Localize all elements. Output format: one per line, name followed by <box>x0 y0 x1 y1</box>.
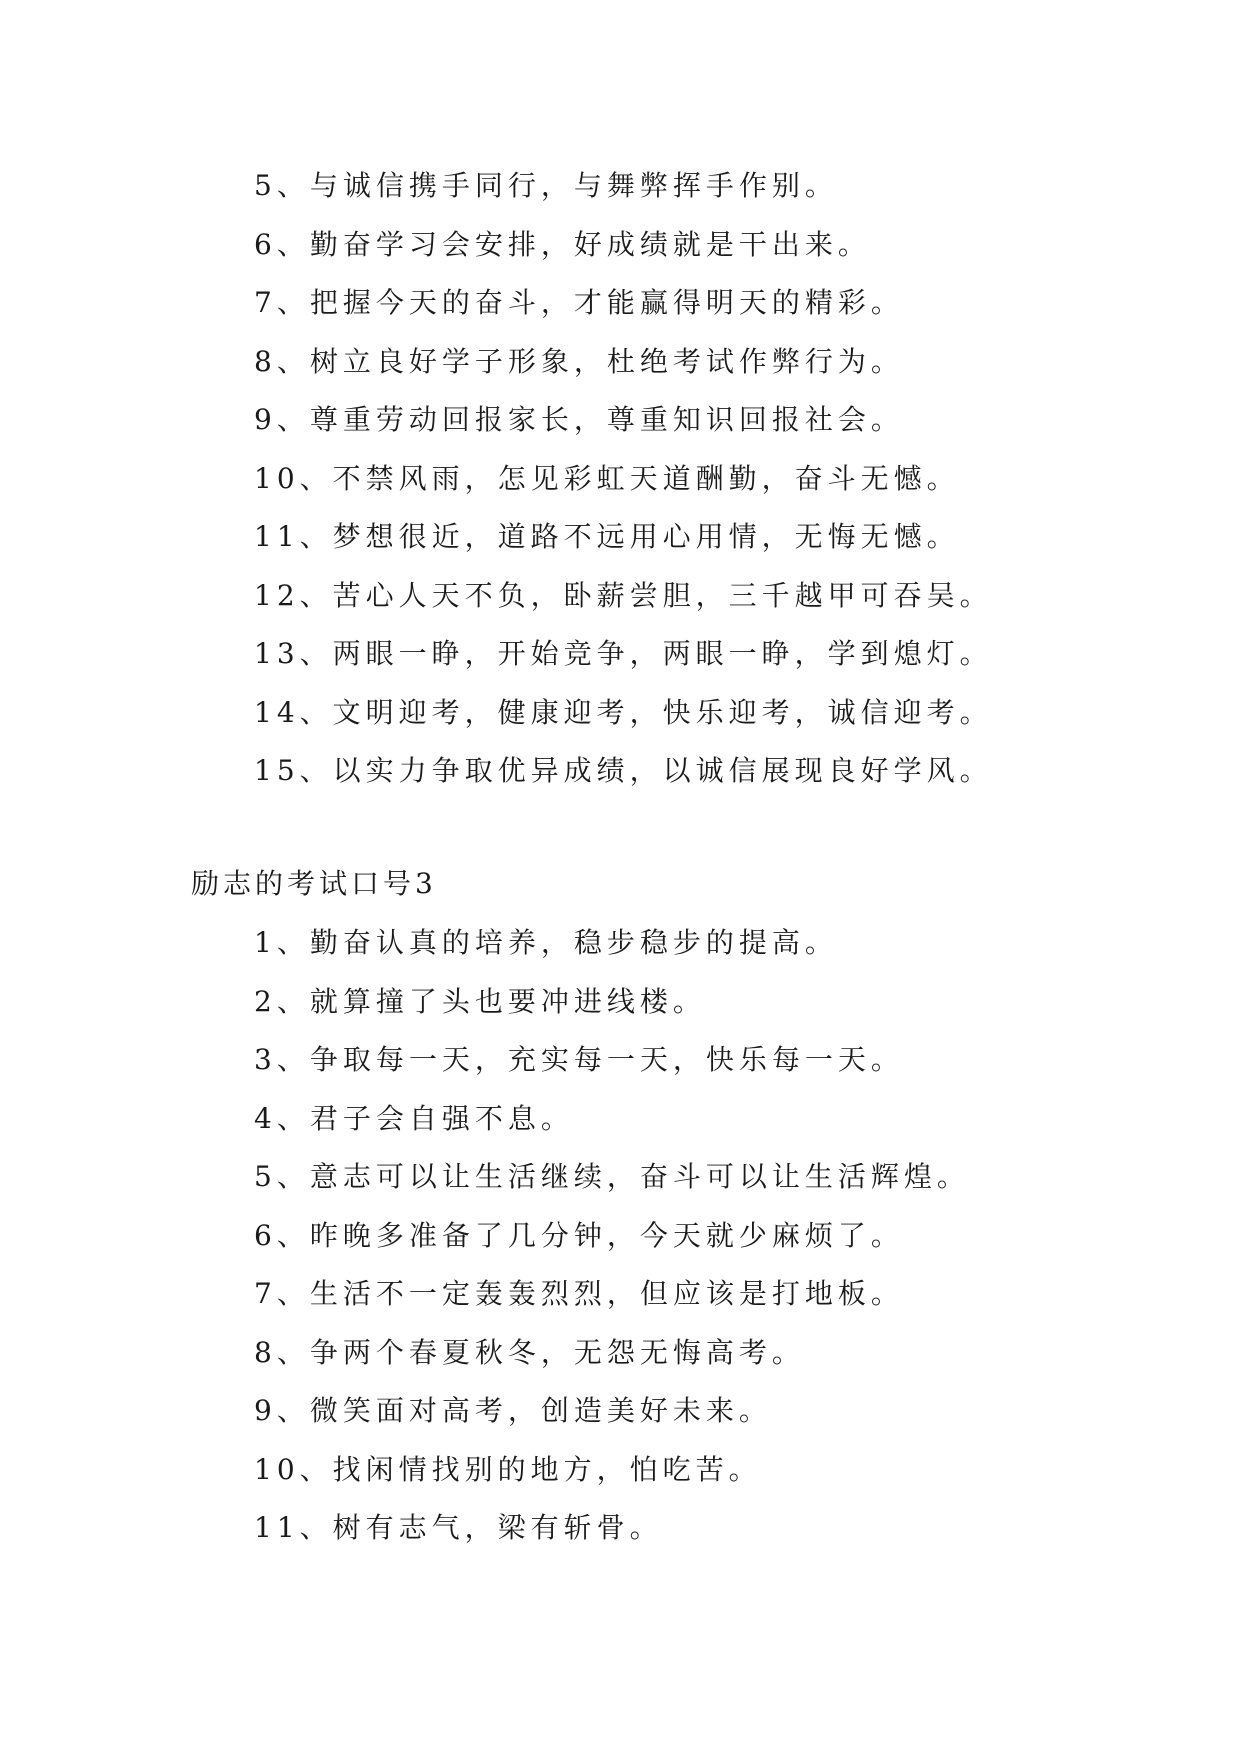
list-item: 10、找闲情找别的地方，怕吃苦。 <box>254 1452 762 1486</box>
list-item: 4、君子会自强不息。 <box>254 1101 574 1135</box>
list-item: 5、意志可以让生活继续，奋斗可以让生活辉煌。 <box>254 1160 970 1193</box>
list-item: 6、昨晚多准备了几分钟，今天就少麻烦了。 <box>254 1218 904 1252</box>
list-item: 5、与诚信携手同行，与舞弊挥手作别。 <box>254 169 838 202</box>
list-item: 7、把握今天的奋斗，才能赢得明天的精彩。 <box>254 286 904 319</box>
list-item: 14、文明迎考，健康迎考，快乐迎考，诚信迎考。 <box>254 695 993 729</box>
slogan-list-continued <box>254 157 993 801</box>
section-heading: 励志的考试口号3 <box>191 867 437 900</box>
list-item: 6、勤奋学习会安排，好成绩就是干出来。 <box>254 227 871 261</box>
list-item: 9、微笑面对高考，创造美好未来。 <box>254 1394 772 1427</box>
list-item: 9、尊重劳动回报家长，尊重知识回报社会。 <box>254 403 904 436</box>
list-item: 3、争取每一天，充实每一天，快乐每一天。 <box>254 1043 904 1076</box>
list-item: 15、以实力争取优异成绩，以诚信展现良好学风。 <box>254 754 993 787</box>
list-item: 1、勤奋认真的培养，稳步稳步的提高。 <box>254 926 838 959</box>
list-item: 2、就算撞了头也要冲进线楼。 <box>254 984 706 1018</box>
list-item: 11、树有志气，梁有斩骨。 <box>254 1511 663 1544</box>
list-item: 13、两眼一睁，开始竞争，两眼一睁，学到熄灯。 <box>254 637 993 670</box>
list-item: 10、不禁风雨，怎见彩虹天道酬勤，奋斗无憾。 <box>254 461 960 495</box>
list-item: 12、苦心人天不负，卧薪尝胆，三千越甲可吞吴。 <box>254 578 993 612</box>
list-item: 11、梦想很近，道路不远用心用情，无悔无憾。 <box>254 520 960 553</box>
slogan-list-3 <box>254 914 970 1558</box>
list-item: 8、树立良好学子形象，杜绝考试作弊行为。 <box>254 344 904 378</box>
list-item: 7、生活不一定轰轰烈烈，但应该是打地板。 <box>254 1277 904 1310</box>
list-item: 8、争两个春夏秋冬，无怨无悔高考。 <box>254 1335 805 1369</box>
